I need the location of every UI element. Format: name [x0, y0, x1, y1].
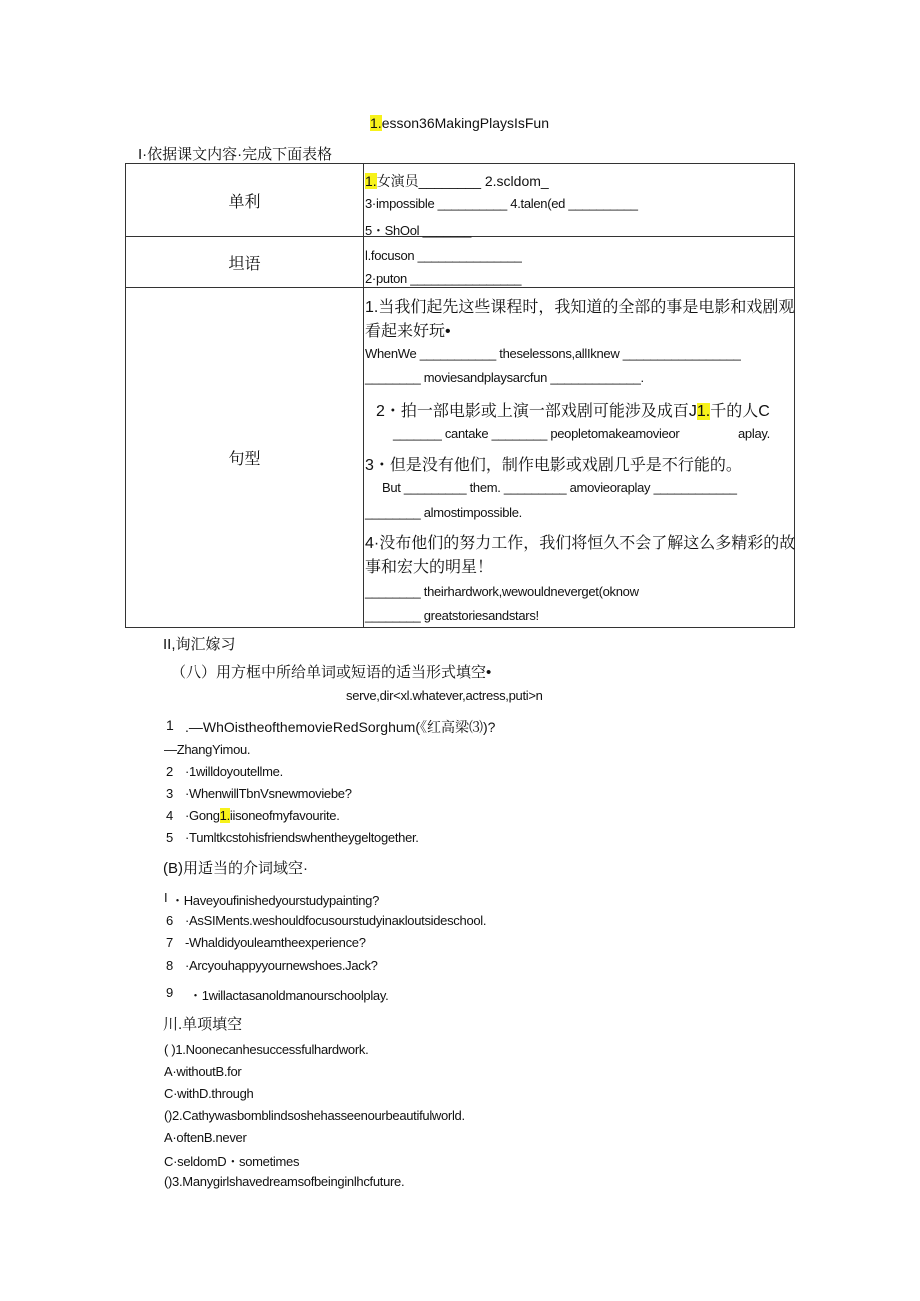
mc-line: C·seldomD・sometimes [164, 1154, 300, 1169]
exercise-item: ・1willactasanoldmanourschoolplay. [189, 988, 389, 1003]
exercise-item: -Whaldidyouleamtheexperience? [185, 935, 366, 950]
table-line: 3・但是没有他们，制作电影或戏剧几乎是不行能的。 [365, 457, 742, 474]
table-line: ________ theirhardwork,wewouldneverget(oknow [365, 584, 639, 599]
exercise-number: 7 [166, 935, 173, 950]
partA-heading: （八）用方框中所给单词或短语的适当形式填空• [171, 664, 492, 681]
exercise-number: 1 [166, 717, 174, 733]
mc-line: A·oftenB.never [164, 1130, 247, 1145]
table-row [126, 237, 795, 288]
exercise-number: 8 [166, 958, 173, 973]
section1-heading: I·依据课文内容·完成下面表格 [138, 146, 333, 163]
row-label-phrases: 坦语 [126, 237, 364, 288]
table-line: 事和宏大的明星！ [365, 559, 494, 576]
exercise-number: 2 [166, 764, 173, 779]
table-line: 2・拍一部电影或上演一部戏剧可能涉及成百J1.千的人C [376, 403, 770, 420]
table-line: 5・ShOol _______ [365, 223, 472, 238]
table-row [126, 288, 795, 628]
exercise-number: 5 [166, 830, 173, 845]
table-line: ________ moviesandplaysarcfun _____________. [365, 370, 644, 385]
table-line: 1.当我们起先这些课程时，我知道的全部的事是电影和戏剧观 [365, 299, 795, 316]
word-box: serve,dir<xl.whatever,actress,puti>n [346, 688, 543, 703]
exercise-item: ·WhenwillTbnVsnewmoviebe? [185, 786, 352, 801]
mc-line: ()2.Cathywasbomblindsoshehasseenourbeautifulworld. [164, 1108, 465, 1123]
exercise-item: ·Arcyouhappyyournewshoes.Jack? [185, 958, 378, 973]
page-title: 1.esson36MakingPlaysIsFun [370, 115, 549, 131]
table-line: ________ greatstoriesandstars! [365, 608, 539, 623]
exercise-item: ・Haveyoufinishedyourstudypainting? [171, 893, 380, 908]
section2-heading: II,询汇嫁习 [163, 636, 236, 653]
table-line: ________ almostimpossible. [365, 505, 522, 520]
exercise-number: 6 [166, 913, 173, 928]
exercise-number: 4 [166, 808, 173, 823]
mc-line: ( )1.Noonecanhesuccessfulhardwork. [164, 1042, 369, 1057]
table-line: But _________ them. _________ amovieoraplay ____________ [382, 480, 737, 495]
table-line: 看起来好玩• [365, 323, 451, 340]
table-line: WhenWe ___________ theselessons,allIknew _________________ [365, 346, 741, 361]
exercise-number: 9 [166, 985, 173, 1000]
table-line: _______ cantake ________ peopletomakeamovieor [393, 426, 680, 441]
row-content-sentences [364, 288, 795, 628]
table-line: 4·没布他们的努力工作，我们将恒久不会了解这么多精彩的故 [365, 535, 796, 552]
section3-heading: 川.单项填空 [163, 1016, 243, 1033]
row-label-words: 单利 [126, 164, 364, 237]
row-content-phrases [364, 237, 795, 288]
table-line: 1.女演员________ 2.scldom_ [365, 173, 549, 189]
table-line-right: aplay. [738, 426, 770, 441]
mc-line: C·withD.through [164, 1086, 254, 1101]
exercise-item: ·Gong1.iisoneofmyfavourite. [185, 808, 340, 823]
mc-line: ()3.Manygirlshavedreamsofbeinginlhcfuture. [164, 1174, 405, 1189]
table-line: 3·impossible __________ 4.talen(ed __________ [365, 196, 638, 211]
exercise-item: ·Tumltkcstohisfriendswhentheygeltogether. [185, 830, 419, 845]
exercise-number: I [164, 890, 168, 905]
exercise-item: ·1willdoyoutellme. [185, 764, 283, 779]
row-label-sentences: 句型 [126, 288, 364, 628]
row-content-words [364, 164, 795, 237]
partB-heading: (B)用适当的介词域空· [163, 860, 308, 877]
exercise-item: .—WhOistheofthemovieRedSorghum(《红高梁⑶)? [185, 719, 496, 735]
vocab-table [125, 163, 795, 628]
table-row [126, 164, 795, 237]
exercise-item: ·AsSIMents.weshouldfocusourstudyinaκloutsideschool. [185, 913, 487, 928]
exercise-number: 3 [166, 786, 173, 801]
exercise-item: —ZhangYimou. [164, 742, 251, 757]
table-line: l.focuson _______________ [365, 248, 522, 263]
mc-line: A·withoutB.for [164, 1064, 242, 1079]
table-line: 2·puton ________________ [365, 271, 522, 286]
